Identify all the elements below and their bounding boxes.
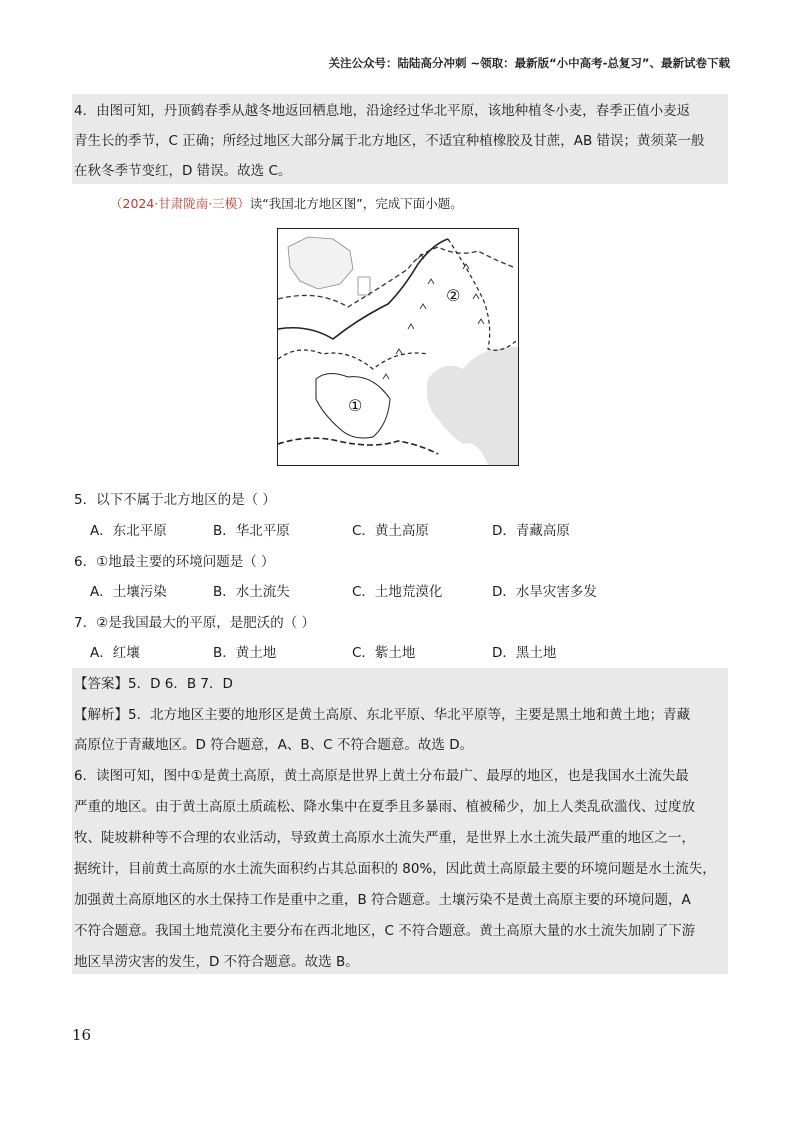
page-number: 16 xyxy=(72,1026,92,1044)
q7-option-c: C．紫土地 xyxy=(352,645,416,661)
q6-option-d: D．水旱灾害多发 xyxy=(492,584,597,600)
analysis-line: 牧、陡坡耕种等不合理的农业活动，导致黄土高原水土流失严重，是世界上水土流失最严重的地区之一， xyxy=(74,830,695,846)
analysis-line: 加强黄土高原地区的水土保持工作是重中之重，B 符合题意。土壤污染不是黄土高原主要的环境问题，A xyxy=(74,892,691,908)
q5-option-d: D．青藏高原 xyxy=(492,523,570,539)
map-label-2: ② xyxy=(446,286,461,305)
q7-option-d: D．黑土地 xyxy=(492,645,557,661)
q5-option-a: A．东北平原 xyxy=(90,523,167,539)
q7-option-b: B．黄土地 xyxy=(213,645,277,661)
analysis-line: 【解析】5．北方地区主要的地形区是黄土高原、东北平原、华北平原等，主要是黑土地和黄土地；青藏 xyxy=(74,707,691,723)
map-label-1: ① xyxy=(348,396,363,415)
prev-analysis-line: 在秋冬季节变红，D 错误。故选 C。 xyxy=(74,163,292,179)
analysis-line: 据统计，目前黄土高原的水土流失面积约占其总面积的 80%，因此黄土高原最主要的环境问题是水土流失， xyxy=(74,861,716,877)
question-intro xyxy=(110,194,463,212)
q6-option-a: A．土壤污染 xyxy=(90,584,167,600)
q5-option-c: C．黄土高原 xyxy=(352,523,429,539)
page-header: 关注公众号：陆陆高分冲刺 ~领取：最新版“小中高考-总复习”、最新试卷下载 xyxy=(328,56,730,70)
answer-line: 【答案】5．D 6．B 7．D xyxy=(74,676,233,692)
prev-analysis-line: 4．由图可知，丹顶鹤春季从越冬地返回栖息地，沿途经过华北平原，该地种植冬小麦，春季正值小麦返 xyxy=(74,103,691,119)
prev-analysis-line: 青生长的季节，C 正确；所经过地区大部分属于北方地区，不适宜种植橡胶及甘蔗，AB 错误；黄须菜一般 xyxy=(74,133,705,149)
question-5-stem: 5．以下不属于北方地区的是（ ） xyxy=(74,492,276,508)
q7-option-a: A．红壤 xyxy=(90,645,140,661)
map-drawing xyxy=(278,229,518,465)
q6-option-b: B．水土流失 xyxy=(213,584,290,600)
question-7-stem: 7．②是我国最大的平原，是肥沃的（ ） xyxy=(74,615,315,631)
question-6-stem: 6．①地最主要的环境问题是（ ） xyxy=(74,554,275,570)
analysis-line: 不符合题意。我国土地荒漠化主要分布在西北地区，C 不符合题意。黄土高原大量的水土流失加剧了下游 xyxy=(74,923,696,939)
question-source: （2024·甘肃陇南·三模） xyxy=(110,196,250,211)
analysis-line: 地区旱涝灾害的发生，D 不符合题意。故选 B。 xyxy=(74,954,359,970)
analysis-line: 严重的地区。由于黄土高原土质疏松、降水集中在夏季且多暴雨、植被稀少，加上人类乱砍滥伐、过度放 xyxy=(74,799,695,815)
analysis-line: 6．读图可知，图中①是黄土高原，黄土高原是世界上黄土分布最广、最厚的地区，也是我国水土流失最 xyxy=(74,768,689,784)
q6-option-c: C．土地荒漠化 xyxy=(352,584,443,600)
analysis-line: 高原位于青藏地区。D 符合题意，A、B、C 不符合题意。故选 D。 xyxy=(74,737,474,753)
intro-text: 读“我国北方地区图”，完成下面小题。 xyxy=(249,196,463,211)
q5-option-b: B．华北平原 xyxy=(213,523,290,539)
north-china-map xyxy=(277,228,519,466)
